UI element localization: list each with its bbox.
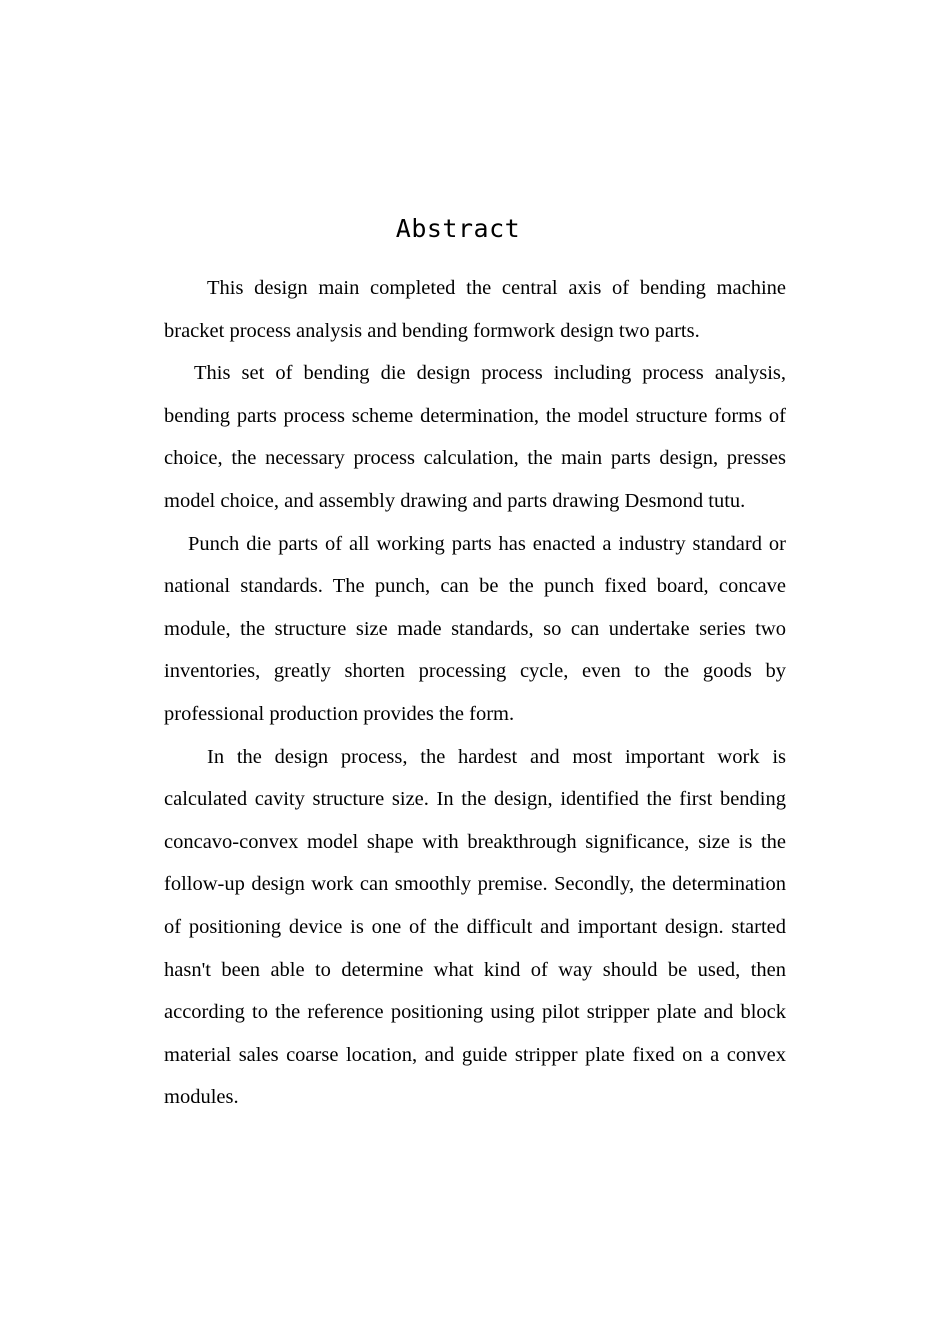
paragraph-1: This design main completed the central axis of bending machine bracket process analysis and bending formwork design two parts. <box>164 277 786 342</box>
paragraph-2: This set of bending die design process including process analysis, bending parts process scheme determination, the model structure forms of choice, the necessary process calculation, the main parts design, presses model choice, and assembly drawing and parts drawing Desmond tutu. <box>164 362 786 512</box>
paragraph-4: In the design process, the hardest and most important work is calculated cavity structure size. In the design, identified the first bending concavo-convex model shape with breakthrough significance, size is the follow-up design work can smoothly premise. Secondly, the determination of positioning device is one of the difficult and important design. started hasn't been able to determine what kind of way should be used, then according to the reference positioning using pilot stripper plate and block material sales coarse location, and guide stripper plate fixed on a convex modules. <box>164 745 786 1109</box>
page-title: Abstract <box>395 214 521 243</box>
paragraph-3: Punch die parts of all working parts has enacted a industry standard or national standards. The punch, can be the punch fixed board, concave module, the structure size made standards, so can undertake series two inventories, greatly shorten processing cycle, even to the goods by professional production provides the form. <box>164 532 786 725</box>
abstract-body <box>164 267 786 1119</box>
